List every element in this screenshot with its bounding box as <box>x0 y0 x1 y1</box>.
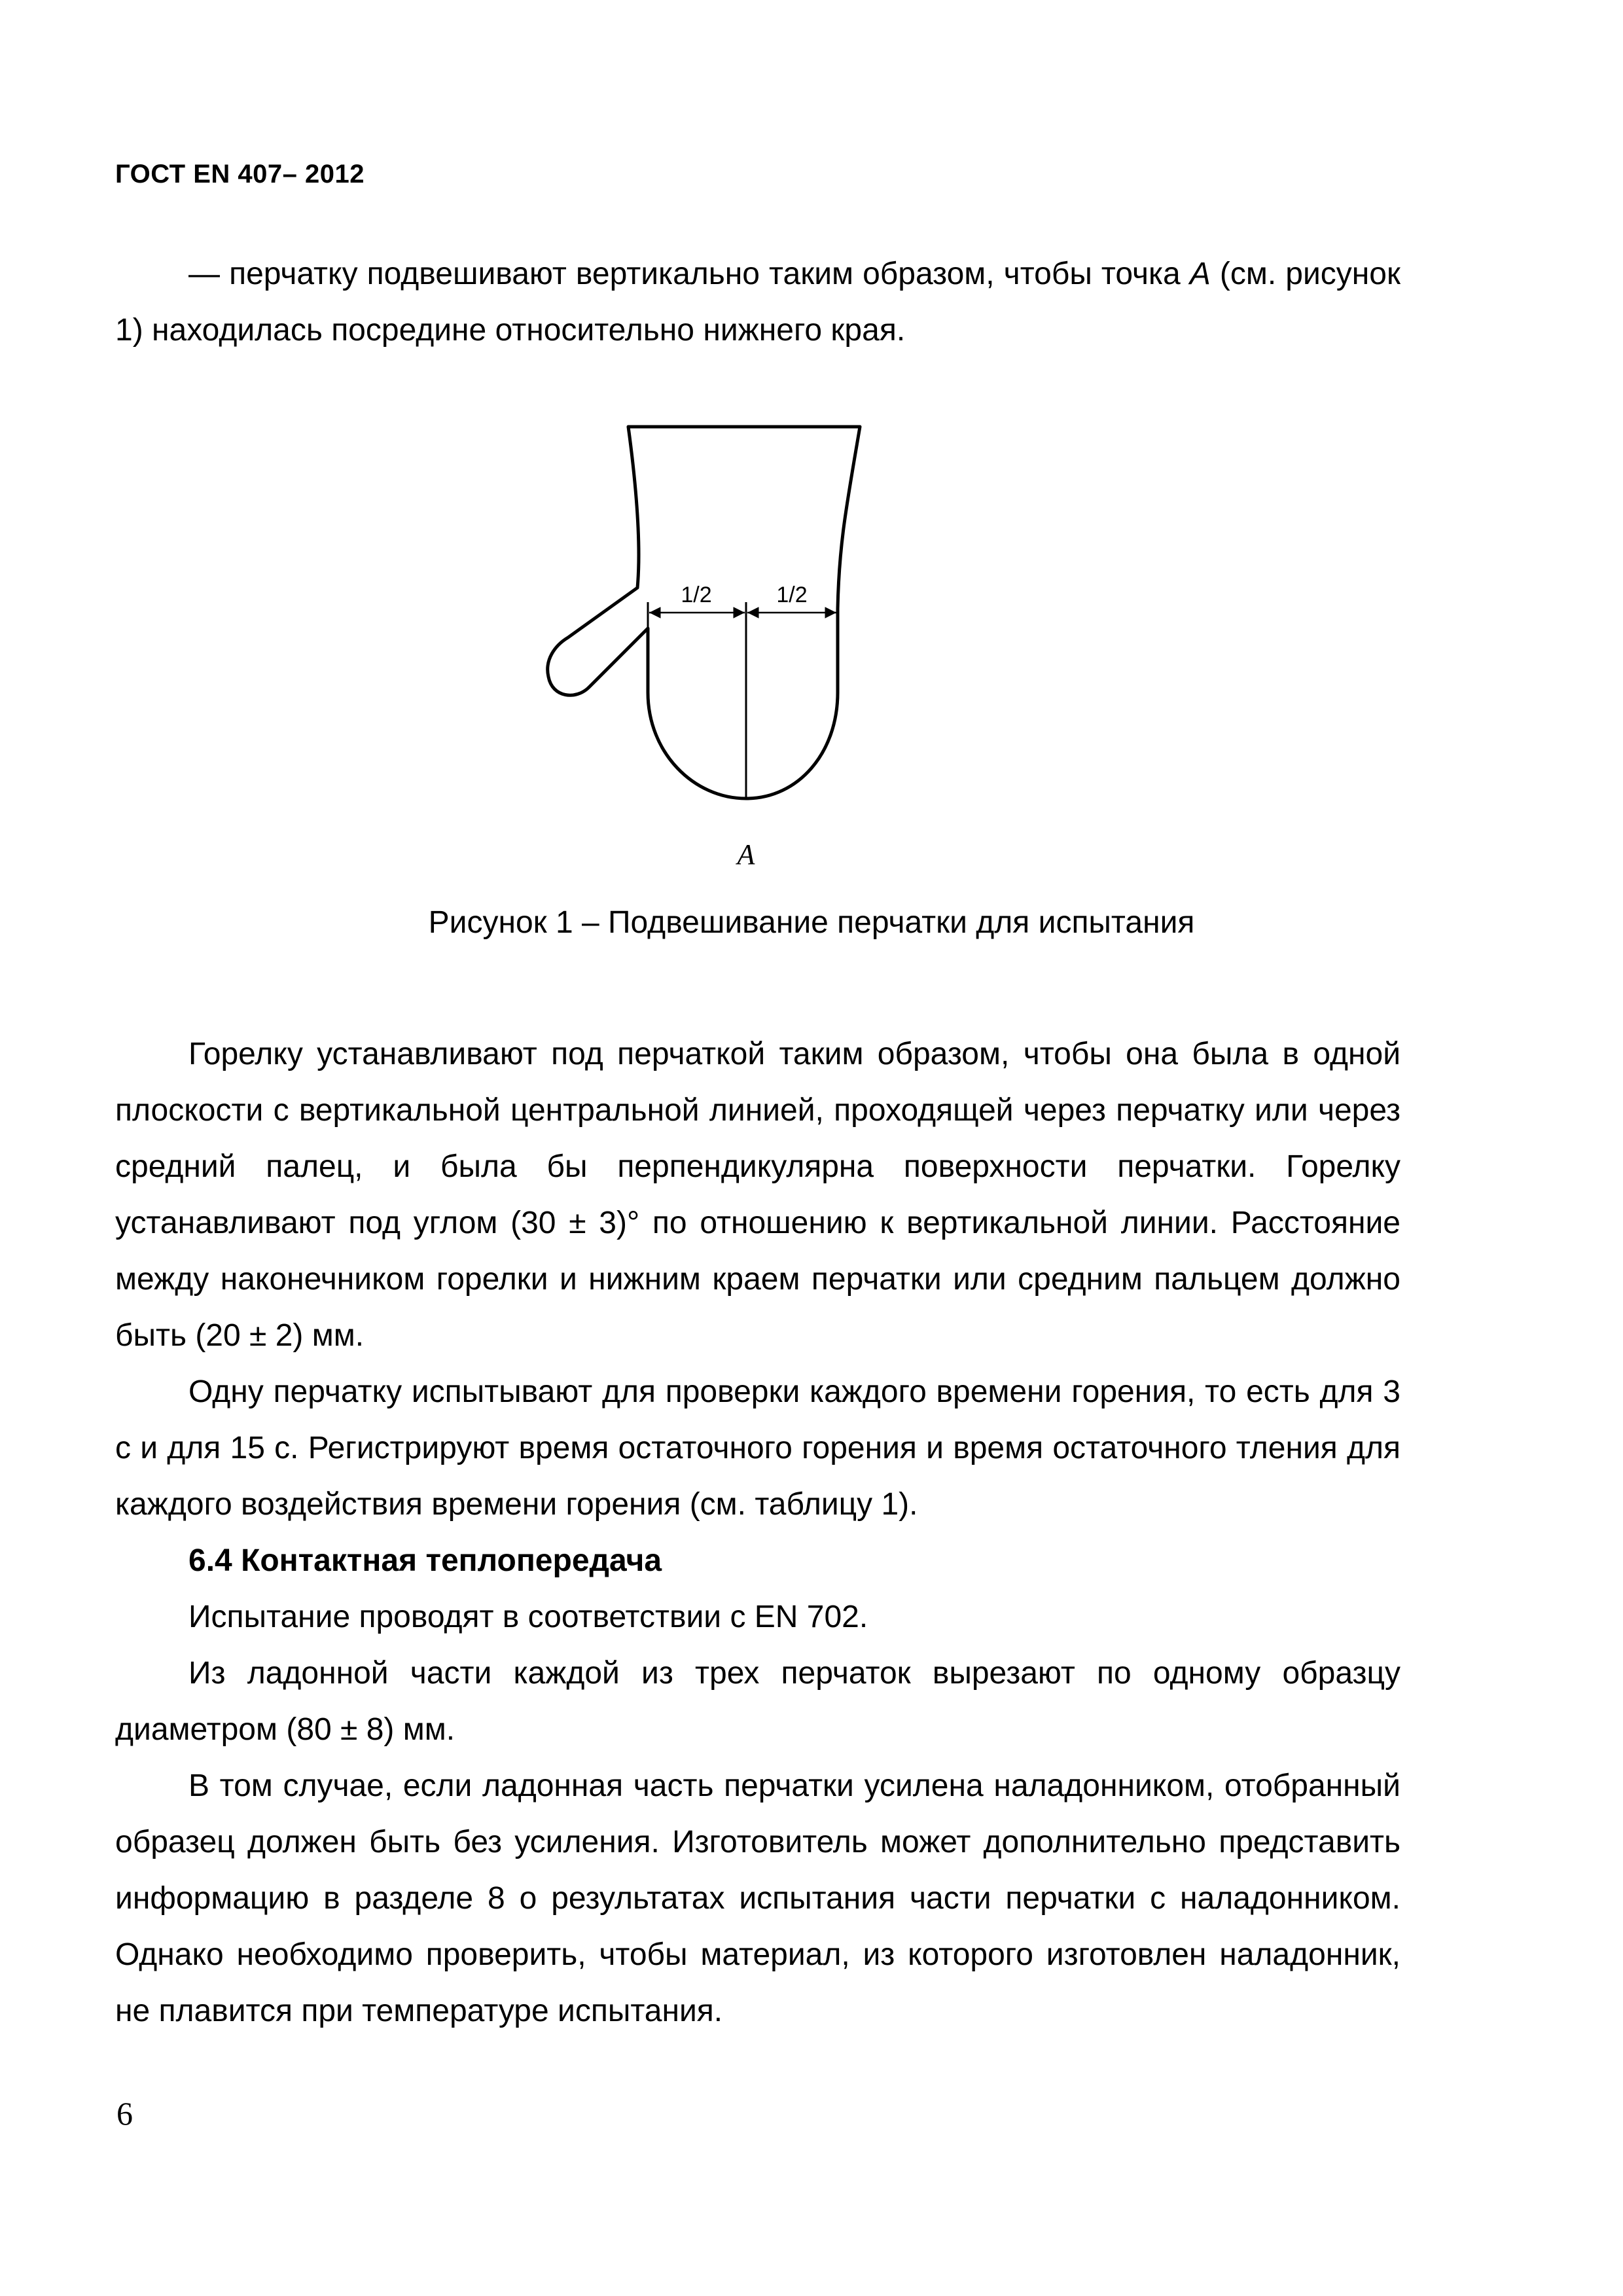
figure-mitten-suspension <box>537 412 995 884</box>
page-number: 6 <box>116 2095 133 2132</box>
paragraph-burning-time: Одну перчатку испытывают для проверки каждого времени горения, то есть для 3 с и для 15 с. Регистрируют время остаточного горения и время остаточного тления для каждого воздействия времени горения (см. таблицу 1). <box>115 1374 1400 1522</box>
intro-paragraph <box>115 246 1400 359</box>
document-header: ГОСТ EN 407– 2012 <box>115 160 365 188</box>
figure-caption: Рисунок 1 – Подвешивание перчатки для испытания <box>428 905 1195 940</box>
intro-section <box>115 246 1400 359</box>
paragraph-burner-position: Горелку устанавливают под перчаткой таким образом, чтобы она была в одной плоскости с вертикальной центральной линией, проходящей через перчатку или через средний палец, и была бы перпендикулярна поверхности перчатки. Горелку устанавливают под углом (30 ± 3)° по отношению к вертикальной линии. Расстояние между наконечником горелки и нижним краем перчатки или средним пальцем должно быть (20 ± 2) мм. <box>115 1037 1400 1353</box>
point-a-label: A <box>737 838 755 870</box>
paragraph-reinforcement: В том случае, если ладонная часть перчатки усилена наладонником, отобранный образец должен быть без усиления. Изготовитель может дополнительно представить информацию в разделе 8 о результатах испытания части перчатки с наладонником. Однако необходимо проверить, чтобы материал, из которого изготовлен наладонник, не плавится при температуре испытания. <box>115 1768 1400 2028</box>
intro-point-letter: А <box>1189 257 1211 291</box>
intro-text-after: (см. рисунок 1) находилась посредине относительно нижнего края. <box>115 257 1400 348</box>
paragraph-sample-cutting: Из ладонной части каждой из трех перчаток вырезают по одному образцу диаметром (80 ± 8) мм. <box>115 1656 1400 1747</box>
intro-text-before: — перчатку подвешивают вертикально таким образом, чтобы точка <box>188 257 1190 291</box>
mitten-drawing <box>537 412 995 884</box>
half-label-left: 1/2 <box>681 583 712 607</box>
half-label-right: 1/2 <box>776 583 808 607</box>
section-heading-6-4: 6.4 Контактная теплопередача <box>188 1543 662 1578</box>
paragraph-test-standard: Испытание проводят в соответствии с EN 702. <box>188 1600 868 1634</box>
body-section <box>115 1026 1400 2039</box>
